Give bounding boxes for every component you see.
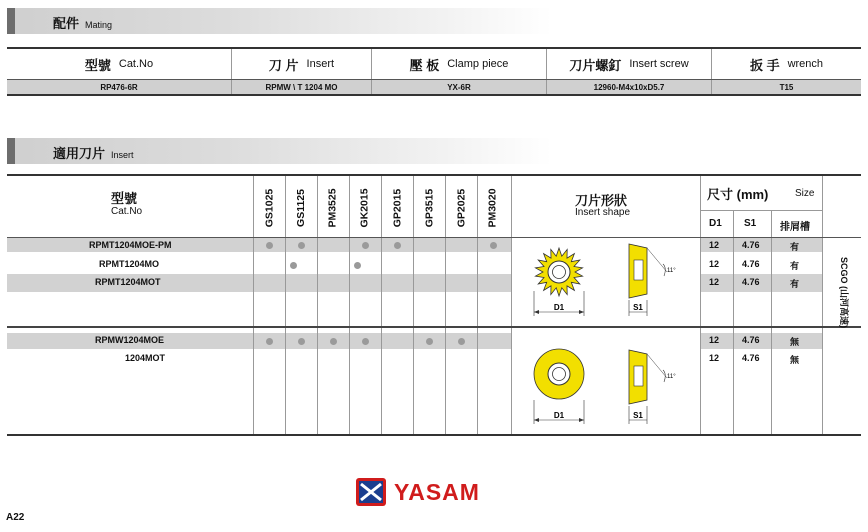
serrated-insert-top-icon — [535, 248, 582, 296]
grade-header-gs1125: GS1125 — [295, 189, 308, 227]
mating-cell-insert: RPMW \ T 1204 MO — [232, 80, 372, 94]
availability-dot — [458, 338, 465, 345]
grade-header-pm3020: PM3020 — [487, 188, 500, 228]
grade-header-pm3525: PM3525 — [327, 188, 340, 228]
header-shape-zh: 刀片形狀 — [575, 193, 628, 208]
availability-dot — [266, 242, 273, 249]
mating-cell-clamp: YX-6R — [372, 80, 547, 94]
d1-row2: 12 — [709, 259, 720, 269]
header-catno-zh: 型號 — [111, 191, 138, 206]
mating-section-bar — [7, 8, 552, 34]
d1-row4: 12 — [709, 335, 720, 345]
round-insert-top-icon — [534, 349, 584, 399]
availability-dot — [394, 242, 401, 249]
scgo-note: SCGO (山河高速) — [838, 256, 849, 328]
chip-row4: 無 — [790, 337, 800, 347]
mating-header-clamp: 壓 板 Clamp piece — [372, 49, 547, 79]
mating-data-row — [7, 79, 861, 94]
row-band-3 — [7, 274, 511, 292]
round-insert-side-icon — [629, 350, 647, 404]
availability-dot — [298, 338, 305, 345]
insert-section-bar — [7, 138, 552, 164]
s1-row1: 4.76 — [742, 240, 760, 250]
cat-rpmt1204mot: RPMT1204MOT — [95, 277, 161, 287]
drawing2-s1-label: S1 — [633, 411, 643, 420]
brand-logo — [356, 478, 480, 506]
grade-header-gp2015: GP2015 — [391, 188, 403, 228]
drawing2-angle-label: 11° — [667, 374, 676, 380]
grid-line — [771, 210, 772, 434]
serrated-insert-side-icon — [629, 244, 647, 298]
availability-dot — [362, 338, 369, 345]
chip-row1: 有 — [790, 242, 800, 252]
mating-header-screw: 刀片螺釘 Insert screw — [547, 49, 712, 79]
insert-drawing-serrated — [517, 238, 697, 322]
mating-header-wrench: 扳 手 wrench — [749, 57, 824, 73]
grade-header-gs1025: GS1025 — [263, 188, 275, 228]
availability-dot — [298, 242, 305, 249]
mating-section-title — [53, 13, 112, 32]
grade-header-gp3515: GP3515 — [423, 188, 435, 228]
section-marker — [7, 8, 15, 34]
mating-cell-screw: 12960-M4x10xD5.7 — [547, 80, 712, 94]
header-chip: 排屑槽 — [780, 222, 810, 233]
yasam-logo-icon — [356, 478, 386, 506]
mating-header-catno: 型號 Cat.No — [7, 49, 232, 79]
section-marker — [7, 138, 15, 164]
insert-section-title — [53, 143, 134, 162]
drawing1-s1-label: S1 — [633, 303, 643, 312]
d1-row5: 12 — [709, 353, 720, 363]
drawing1-d1-label: D1 — [553, 303, 565, 312]
cat-rpmt1204mo: RPMT1204MO — [99, 259, 160, 269]
insert-title-en: Insert — [111, 150, 134, 160]
drawing1-angle-label: 11° — [667, 268, 676, 274]
chip-row3: 有 — [790, 279, 800, 289]
mating-cell-wrench: T15 — [779, 82, 794, 92]
mating-title-zh: 配件 — [53, 16, 80, 31]
s1-row3: 4.76 — [742, 277, 760, 287]
availability-dot — [362, 242, 369, 249]
availability-dot — [490, 242, 497, 249]
header-s1: S1 — [744, 218, 757, 229]
grade-header-gp2025: GP2025 — [455, 188, 467, 228]
row-band-4 — [7, 333, 511, 349]
mating-header-insert: 刀 片 Insert — [232, 49, 372, 79]
availability-dot — [290, 262, 297, 269]
grid-line — [700, 210, 822, 211]
mating-title-en: Mating — [85, 20, 113, 30]
insert-title-zh: 適用刀片 — [53, 146, 106, 161]
row-band-1 — [7, 238, 511, 252]
grid-line — [733, 210, 734, 434]
availability-dot — [266, 338, 273, 345]
group-divider — [7, 326, 861, 328]
header-size-zh: 尺寸 (mm) — [707, 187, 769, 202]
s1-row4: 4.76 — [742, 335, 760, 345]
mating-table — [7, 47, 861, 96]
brand-name: YASAM — [394, 478, 480, 505]
chip-row5: 無 — [790, 355, 800, 365]
header-d1: D1 — [709, 218, 722, 229]
grid-line — [700, 176, 701, 434]
availability-dot — [354, 262, 361, 269]
grid-line — [822, 176, 823, 434]
chip-row2: 有 — [790, 261, 800, 271]
availability-dot — [426, 338, 433, 345]
drawing2-d1-label: D1 — [553, 411, 565, 420]
page-number: A22 — [6, 512, 25, 523]
insert-drawing-round — [517, 338, 697, 428]
grade-header-gk2015: GK2015 — [359, 188, 372, 228]
header-shape-en: Insert shape — [575, 207, 631, 218]
grid-line — [511, 176, 512, 434]
availability-dot — [330, 338, 337, 345]
cat-rpmw1204moe: RPMW1204MOE — [95, 335, 165, 345]
header-catno-en: Cat.No — [111, 206, 143, 217]
grid-line — [7, 237, 861, 238]
mating-header-row — [7, 49, 861, 79]
s1-row5: 4.76 — [742, 353, 760, 363]
mating-cell-catno: RP476-6R — [7, 80, 232, 94]
d1-row1: 12 — [709, 240, 720, 250]
insert-table — [7, 174, 861, 436]
cat-1204mot: 1204MOT — [125, 353, 166, 363]
cat-rpmt1204moe-pm: RPMT1204MOE-PM — [89, 240, 172, 250]
s1-row2: 4.76 — [742, 259, 760, 269]
d1-row3: 12 — [709, 277, 720, 287]
header-size-en: Size — [795, 188, 815, 199]
